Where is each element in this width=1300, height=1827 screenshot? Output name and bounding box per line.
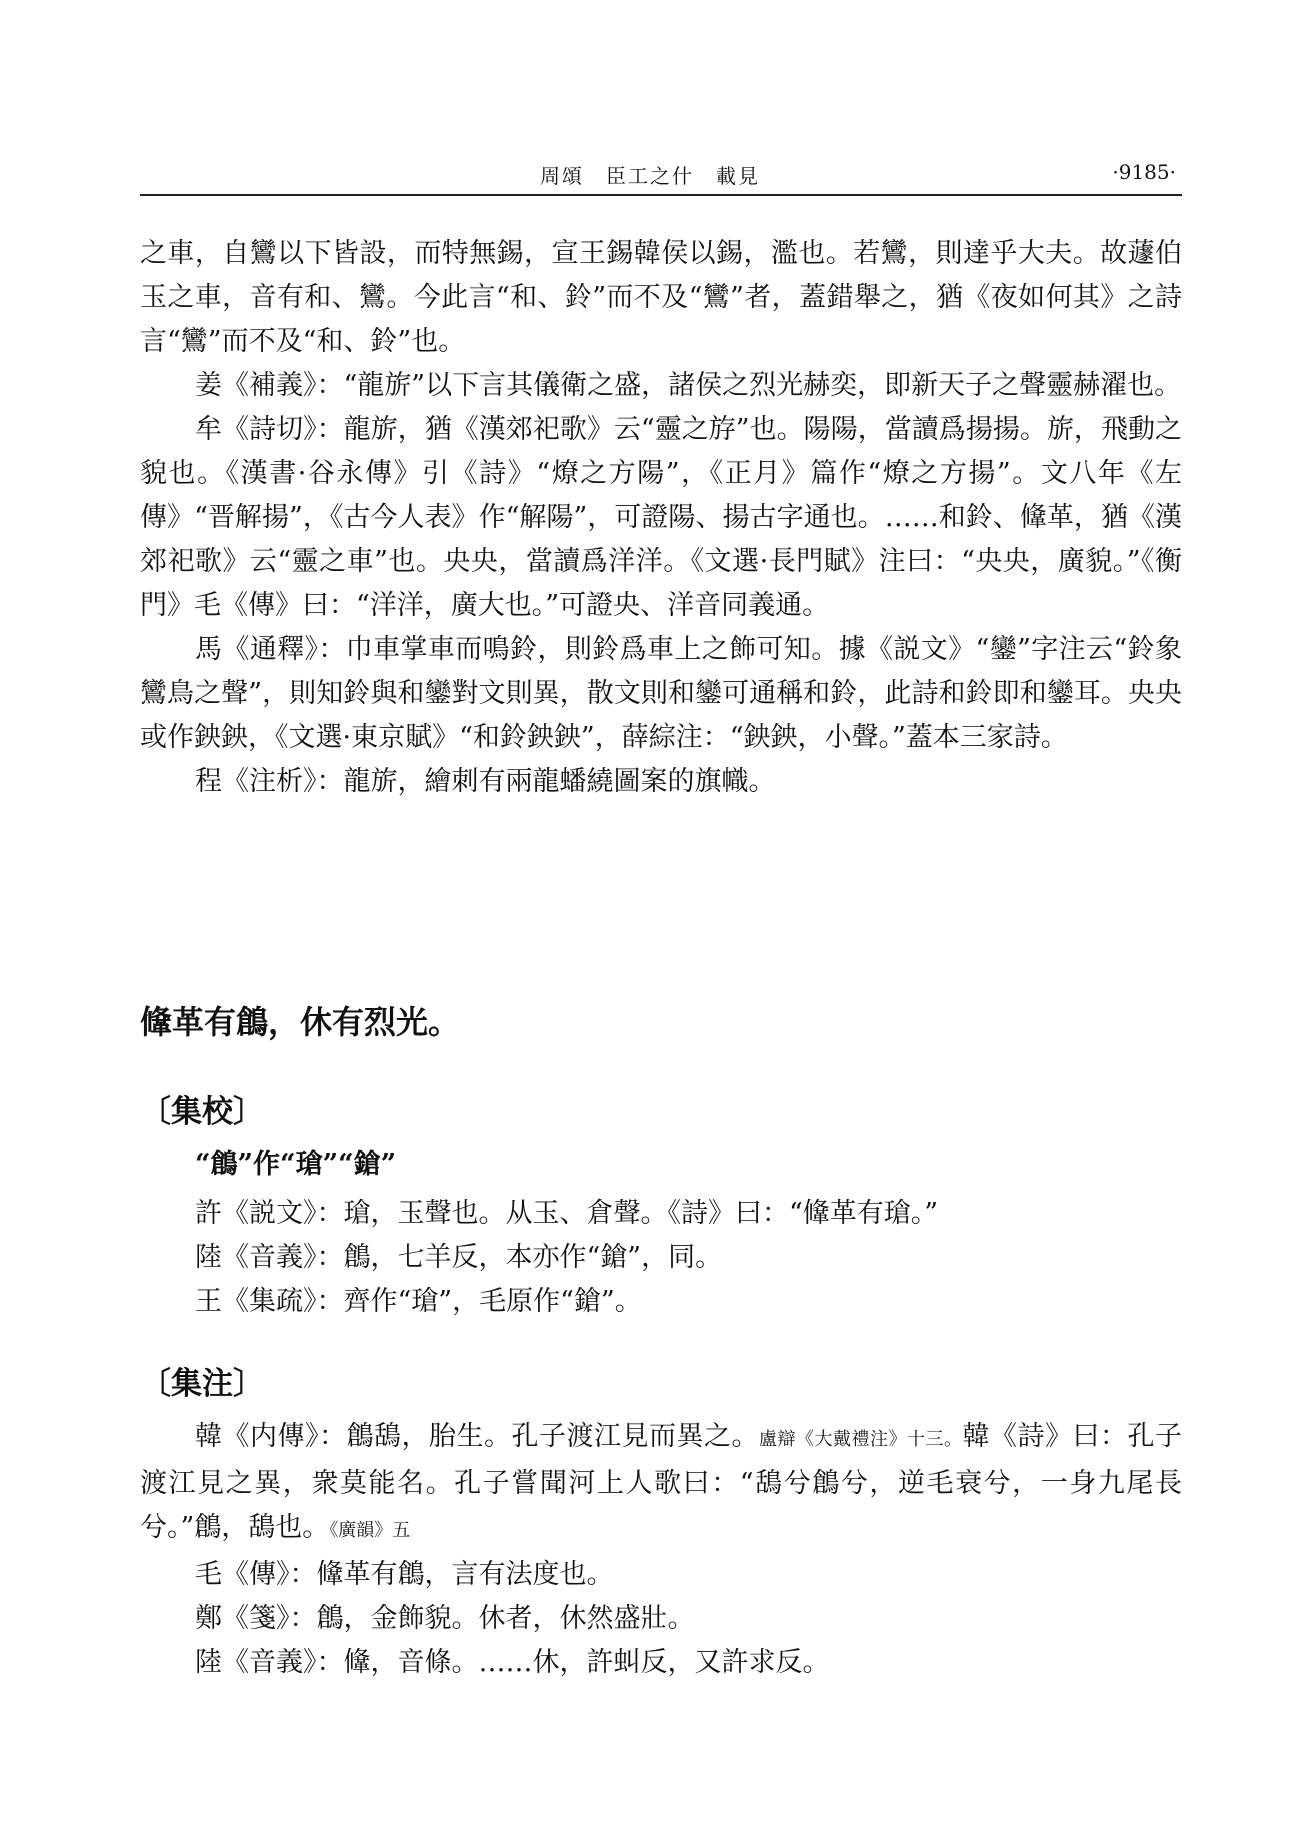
paragraph-han <box>140 1415 1182 1553</box>
jizhu-line: 鄭《箋》：鶬，金飾貌。休者，休然盛壯。 <box>195 1603 695 1634</box>
jiaoxiao-block <box>140 1192 1182 1324</box>
jiaoxiao-line: 許《説文》：瑲，玉聲也。从玉、倉聲。《詩》曰：“鞗革有瑲。” <box>195 1198 939 1229</box>
jizhu-line: 陸《音義》：鞗，音條。……休，許虯反，又許求反。 <box>195 1647 830 1678</box>
jiaoxiao-line: 王《集疏》：齊作“瑲”，毛原作“鎗”。 <box>195 1286 642 1317</box>
running-title: 周頌 臣工之什 載見 <box>540 164 760 188</box>
jiaoxiao-line: 陸《音義》：鶬，七羊反，本亦作“鎗”，同。 <box>195 1242 723 1273</box>
jiaoxiao-title: 〔集校〕 <box>140 1094 264 1130</box>
paragraph-ma: 馬《通釋》：巾車掌車而鳴鈴，則鈴爲車上之飾可知。據《説文》“鑾”字注云“鈴象鸞鳥之聲”，則知鈴與和鑾對文則異，散文則和鑾可通稱和鈴，此詩和鈴即和鑾耳。央央或作鉠鉠，《文選·東京賦》“和鈴鉠鉠”，薛綜注：“鉠鉠，小聲。”蓋本三家詩。 <box>140 634 1182 753</box>
jizhu-title: 〔集注〕 <box>140 1366 264 1402</box>
han-source-note-2: 《廣韻》五 <box>329 1520 411 1541</box>
verse-heading: 鞗革有鶬，休有烈光。 <box>140 1003 461 1041</box>
paragraph-mou: 牟《詩切》：龍旂，猶《漢郊祀歌》云“靈之斿”也。陽陽，當讀爲揚揚。旂，飛動之貌也。《漢書·谷永傳》引《詩》“燎之方陽”，《正月》篇作“燎之方揚”。文八年《左傳》“晋解揚”，《古今人表》作“解陽”，可證陽、揚古字通也。……和鈴、鞗革，猶《漢郊祀歌》云“靈之車”也。央央，當讀爲洋洋。《文選·長門賦》注曰：“央央，廣貌。”《衡門》毛《傳》曰：“洋洋，廣大也。”可證央、洋音同義通。 <box>140 414 1182 621</box>
paragraph-jiang: 姜《補義》：“龍旂”以下言其儀衛之盛，諸侯之烈光赫奕，即新天子之聲靈赫濯也。 <box>195 370 1182 401</box>
commentary-block <box>140 232 1182 804</box>
paragraph-cheng: 程《注析》：龍旂，繪刺有兩龍蟠繞圖案的旗幟。 <box>195 766 776 797</box>
paragraph-1: 之車，自鸞以下皆設，而特無錫，宣王錫韓侯以錫，濫也。若鸞，則達乎大夫。故蘧伯玉之車，音有和、鸞。今此言“和、鈴”而不及“鸞”者，蓋錯舉之，猶《夜如何其》之詩言“鸞”而不及“和、鈴”也。 <box>140 238 1182 357</box>
page-number: ·9185· <box>1112 160 1176 184</box>
han-source-note: 盧辯《大戴禮注》十三。 <box>759 1429 963 1450</box>
han-continued-text: 韓《詩》曰：孔子渡江見之異，衆莫能名。孔子嘗聞河上人歌曰：“鴰兮鶬兮，逆毛衰兮，一身九尾長兮。”鶬，鴰也。 <box>140 1421 1182 1543</box>
han-main-text: 韓《内傳》：鶬鴰，胎生。孔子渡江見而異之。 <box>195 1421 759 1452</box>
jiaoxiao-subheading: “鶬”作“瑲”“鎗” <box>195 1149 397 1180</box>
jizhu-line: 毛《傳》：鞗革有鶬，言有法度也。 <box>195 1559 614 1590</box>
page-header <box>140 158 1182 196</box>
jizhu-block <box>140 1415 1182 1685</box>
